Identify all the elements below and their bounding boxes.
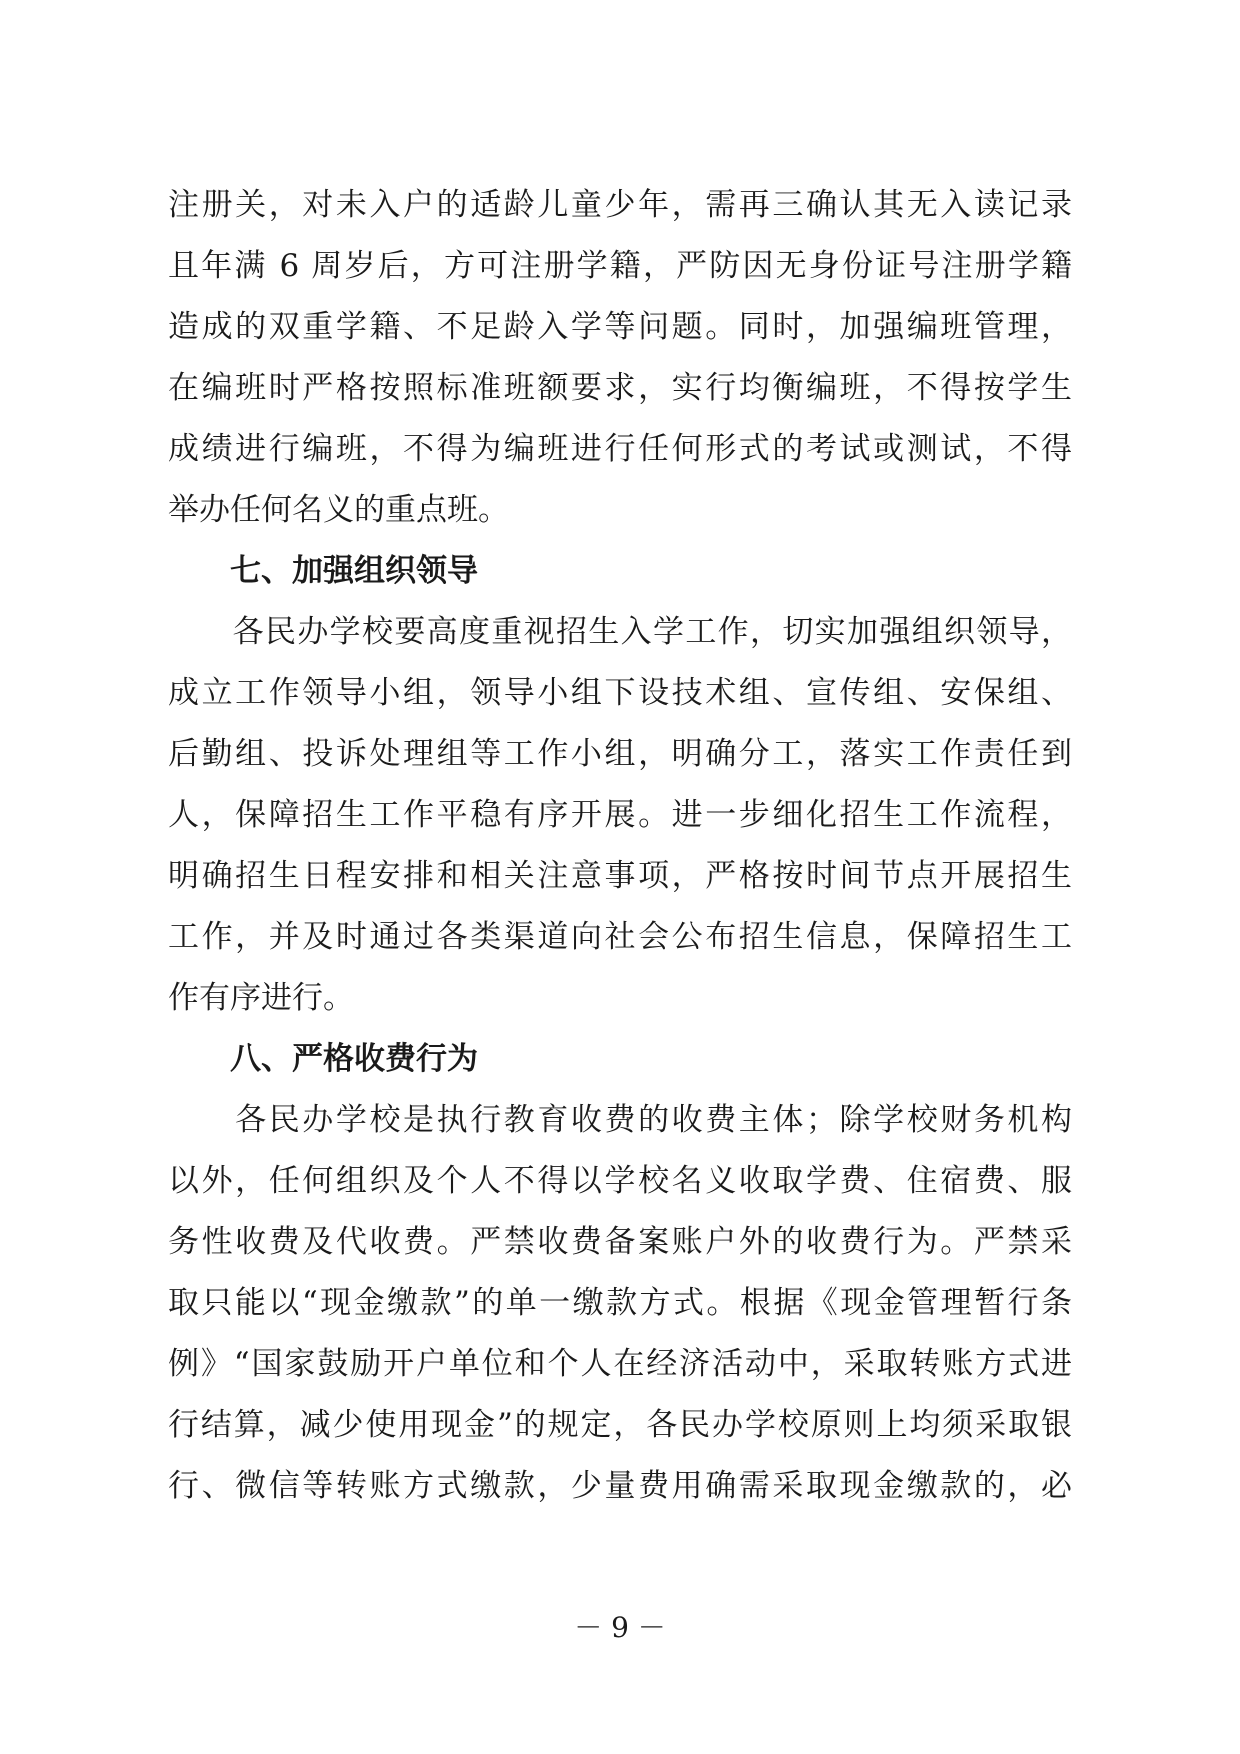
text-line: 行结算，减少使用现金”的规定，各民办学校原则上均须采取银	[168, 1407, 1072, 1443]
text-line: 在编班时严格按照标准班额要求，实行均衡编班，不得按学生	[168, 370, 1072, 406]
text-line: 注册关，对未入户的适龄儿童少年，需再三确认其无入读记录	[168, 187, 1072, 223]
text-line: 明确招生日程安排和相关注意事项，严格按时间节点开展招生	[168, 858, 1072, 894]
text-line: 成立工作领导小组，领导小组下设技术组、宣传组、安保组、	[168, 675, 1072, 711]
text-line: 举办任何名义的重点班。	[168, 492, 509, 528]
section-heading-8: 八、严格收费行为	[230, 1041, 478, 1077]
page-number: － 9 －	[574, 1611, 666, 1644]
text-line: 行、微信等转账方式缴款，少量费用确需采取现金缴款的，必	[168, 1468, 1072, 1504]
text-line: 作有序进行。	[168, 980, 354, 1016]
text-line: 人，保障招生工作平稳有序开展。进一步细化招生工作流程，	[168, 797, 1072, 833]
text-line: 后勤组、投诉处理组等工作小组，明确分工，落实工作责任到	[168, 736, 1072, 772]
text-line: 且年满 6 周岁后，方可注册学籍，严防因无身份证号注册学籍	[168, 248, 1072, 284]
section-heading-7: 七、加强组织领导	[230, 553, 478, 589]
text-line: 成绩进行编班，不得为编班进行任何形式的考试或测试，不得	[168, 431, 1072, 467]
text-line: 各民办学校是执行教育收费的收费主体；除学校财务机构	[168, 1102, 1072, 1138]
text-line: 造成的双重学籍、不足龄入学等问题。同时，加强编班管理，	[168, 309, 1072, 345]
text-line: 以外，任何组织及个人不得以学校名义收取学费、住宿费、服	[168, 1163, 1072, 1199]
text-line: 务性收费及代收费。严禁收费备案账户外的收费行为。严禁采	[168, 1224, 1072, 1260]
paragraph-enrollment	[168, 175, 1072, 541]
document-body	[168, 175, 1072, 1517]
text-line: 取只能以“现金缴款”的单一缴款方式。根据《现金管理暂行条	[168, 1285, 1072, 1321]
text-line: 工作，并及时通过各类渠道向社会公布招生信息，保障招生工	[168, 919, 1072, 955]
paragraph-fees	[168, 1090, 1072, 1517]
text-line: 各民办学校要高度重视招生入学工作，切实加强组织领导，	[168, 614, 1072, 650]
paragraph-organization	[168, 602, 1072, 1029]
text-line: 例》“国家鼓励开户单位和个人在经济活动中，采取转账方式进	[168, 1346, 1072, 1382]
